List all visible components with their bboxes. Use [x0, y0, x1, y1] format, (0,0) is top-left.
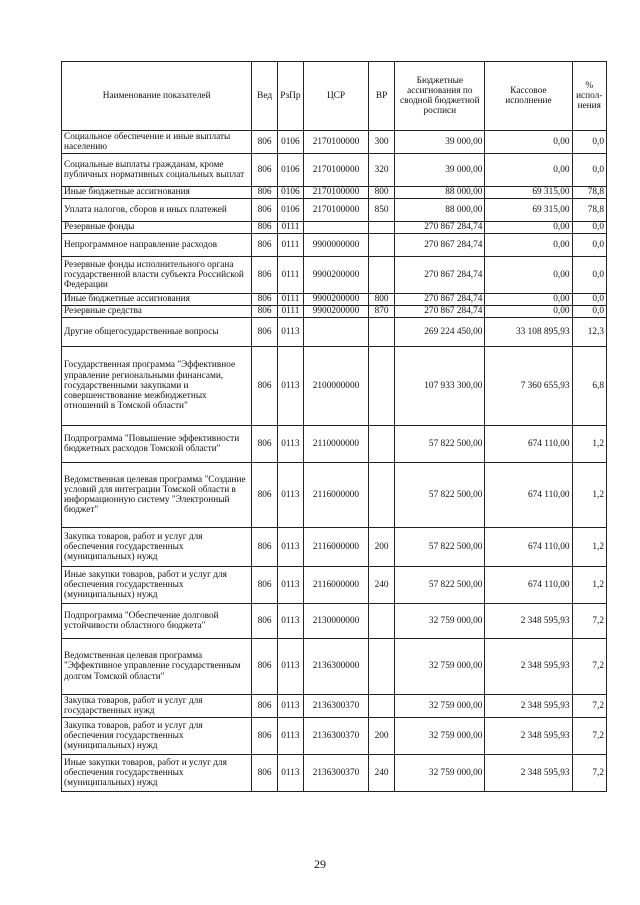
cell-budget-assignments: 107 933 300,00	[395, 347, 485, 426]
cell-department: 806	[252, 718, 277, 755]
cell-execution-percent: 1,2	[572, 528, 607, 567]
cell-expense-type	[368, 463, 394, 528]
cell-execution-percent: 0,0	[572, 234, 607, 257]
cell-department: 806	[252, 639, 277, 695]
cell-expense-type	[368, 222, 394, 234]
cell-target-article: 2136300370	[304, 755, 369, 792]
cell-department: 806	[252, 222, 277, 234]
cell-expense-type	[368, 639, 394, 695]
cell-expense-type: 320	[368, 154, 394, 187]
cell-execution-percent: 12,3	[572, 318, 607, 347]
cell-expense-type	[368, 318, 394, 347]
cell-budget-assignments: 32 759 000,00	[395, 639, 485, 695]
cell-section: 0113	[277, 528, 303, 567]
cell-target-article: 9900200000	[304, 294, 369, 306]
cell-target-article: 2170100000	[304, 131, 369, 154]
cell-target-article: 2100000000	[304, 347, 369, 426]
table-row	[62, 639, 607, 695]
header-budget-assignments: Бюджетные ассигнования по сводной бюджетной росписи	[395, 62, 485, 131]
cell-execution-percent: 0,0	[572, 154, 607, 187]
cell-department: 806	[252, 695, 277, 718]
cell-budget-assignments: 270 867 284,74	[395, 257, 485, 294]
table-row	[62, 755, 607, 792]
cell-indicator-name: Резервные фонды исполнительного органа государственной власти субъекта Российской Федерации	[62, 257, 252, 294]
cell-budget-assignments: 270 867 284,74	[395, 294, 485, 306]
cell-budget-assignments: 57 822 500,00	[395, 567, 485, 604]
cell-cash-execution: 69 315,00	[485, 199, 572, 222]
cell-indicator-name: Закупка товаров, работ и услуг для государственных нужд	[62, 695, 252, 718]
cell-target-article: 2136300370	[304, 718, 369, 755]
cell-cash-execution: 0,00	[485, 257, 572, 294]
cell-cash-execution: 69 315,00	[485, 187, 572, 199]
cell-indicator-name: Резервные средства	[62, 306, 252, 318]
cell-cash-execution: 2 348 595,93	[485, 718, 572, 755]
cell-cash-execution: 674 110,00	[485, 426, 572, 463]
cell-execution-percent: 7,2	[572, 604, 607, 639]
cell-budget-assignments: 270 867 284,74	[395, 306, 485, 318]
cell-execution-percent: 0,0	[572, 131, 607, 154]
table-row	[62, 528, 607, 567]
cell-cash-execution: 2 348 595,93	[485, 639, 572, 695]
cell-indicator-name: Непрограммное направление расходов	[62, 234, 252, 257]
cell-indicator-name: Резервные фонды	[62, 222, 252, 234]
cell-target-article: 2116000000	[304, 463, 369, 528]
cell-section: 0113	[277, 567, 303, 604]
table-body	[62, 131, 607, 792]
cell-department: 806	[252, 199, 277, 222]
cell-cash-execution: 0,00	[485, 222, 572, 234]
cell-expense-type: 850	[368, 199, 394, 222]
cell-department: 806	[252, 528, 277, 567]
cell-section: 0111	[277, 306, 303, 318]
cell-execution-percent: 0,0	[572, 294, 607, 306]
cell-execution-percent: 7,2	[572, 639, 607, 695]
cell-expense-type: 870	[368, 306, 394, 318]
cell-indicator-name: Подпрограмма "Обеспечение долговой устойчивости областного бюджета"	[62, 604, 252, 639]
cell-department: 806	[252, 306, 277, 318]
cell-expense-type	[368, 695, 394, 718]
cell-target-article: 2116000000	[304, 567, 369, 604]
cell-budget-assignments: 32 759 000,00	[395, 718, 485, 755]
cell-budget-assignments: 88 000,00	[395, 187, 485, 199]
cell-indicator-name: Иные бюджетные ассигнования	[62, 187, 252, 199]
cell-budget-assignments: 269 224 450,00	[395, 318, 485, 347]
cell-execution-percent: 1,2	[572, 426, 607, 463]
table-row	[62, 257, 607, 294]
cell-target-article: 9900200000	[304, 306, 369, 318]
cell-execution-percent: 7,2	[572, 755, 607, 792]
cell-department: 806	[252, 347, 277, 426]
table-row	[62, 306, 607, 318]
table-row	[62, 294, 607, 306]
cell-target-article: 2116000000	[304, 528, 369, 567]
cell-execution-percent: 0,0	[572, 257, 607, 294]
cell-expense-type	[368, 234, 394, 257]
cell-indicator-name: Закупка товаров, работ и услуг для обеспечения государственных (муниципальных) нужд	[62, 718, 252, 755]
cell-expense-type	[368, 426, 394, 463]
table-row	[62, 604, 607, 639]
cell-section: 0111	[277, 222, 303, 234]
cell-cash-execution: 0,00	[485, 154, 572, 187]
cell-department: 806	[252, 426, 277, 463]
cell-target-article: 2136300000	[304, 639, 369, 695]
cell-target-article: 2136300370	[304, 695, 369, 718]
cell-cash-execution: 2 348 595,93	[485, 695, 572, 718]
cell-target-article	[304, 222, 369, 234]
header-target-article: ЦСР	[304, 62, 369, 131]
cell-indicator-name: Уплата налогов, сборов и иных платежей	[62, 199, 252, 222]
cell-cash-execution: 674 110,00	[485, 463, 572, 528]
cell-execution-percent: 78,8	[572, 199, 607, 222]
table-row	[62, 154, 607, 187]
cell-section: 0111	[277, 234, 303, 257]
cell-section: 0106	[277, 154, 303, 187]
cell-expense-type	[368, 257, 394, 294]
cell-indicator-name: Социальное обеспечение и иные выплаты населению	[62, 131, 252, 154]
cell-expense-type: 200	[368, 718, 394, 755]
cell-section: 0113	[277, 718, 303, 755]
cell-cash-execution: 0,00	[485, 131, 572, 154]
cell-department: 806	[252, 187, 277, 199]
cell-expense-type: 200	[368, 528, 394, 567]
cell-expense-type: 800	[368, 187, 394, 199]
table-row	[62, 199, 607, 222]
cell-cash-execution: 0,00	[485, 294, 572, 306]
cell-expense-type: 800	[368, 294, 394, 306]
cell-department: 806	[252, 131, 277, 154]
header-indicator-name: Наименование показателей	[62, 62, 252, 131]
table-row	[62, 187, 607, 199]
cell-indicator-name: Ведомственная целевая программа "Создание условий для интеграции Томской области в информационную систему "Электронный бюджет"	[62, 463, 252, 528]
cell-department: 806	[252, 318, 277, 347]
cell-budget-assignments: 39 000,00	[395, 154, 485, 187]
table-row	[62, 695, 607, 718]
cell-section: 0113	[277, 426, 303, 463]
cell-execution-percent: 78,8	[572, 187, 607, 199]
cell-target-article: 2170100000	[304, 199, 369, 222]
cell-expense-type	[368, 347, 394, 426]
header-section: РзПр	[277, 62, 303, 131]
cell-expense-type	[368, 604, 394, 639]
cell-execution-percent: 1,2	[572, 463, 607, 528]
cell-target-article: 9900000000	[304, 234, 369, 257]
cell-target-article: 2170100000	[304, 187, 369, 199]
cell-section: 0113	[277, 639, 303, 695]
table-row	[62, 463, 607, 528]
page-number: 29	[314, 857, 326, 871]
cell-department: 806	[252, 463, 277, 528]
cell-cash-execution: 0,00	[485, 234, 572, 257]
cell-section: 0113	[277, 604, 303, 639]
cell-indicator-name: Государственная программа "Эффективное управление региональными финансами, государственными закупками и совершенствование межбюджетных отношений в Томской области"	[62, 347, 252, 426]
cell-budget-assignments: 32 759 000,00	[395, 755, 485, 792]
cell-execution-percent: 7,2	[572, 695, 607, 718]
cell-indicator-name: Другие общегосударственные вопросы	[62, 318, 252, 347]
cell-indicator-name: Иные бюджетные ассигнования	[62, 294, 252, 306]
cell-department: 806	[252, 234, 277, 257]
cell-execution-percent: 0,0	[572, 306, 607, 318]
cell-expense-type: 240	[368, 755, 394, 792]
table-row	[62, 426, 607, 463]
table-row	[62, 567, 607, 604]
cell-execution-percent: 1,2	[572, 567, 607, 604]
cell-expense-type: 240	[368, 567, 394, 604]
cell-section: 0113	[277, 755, 303, 792]
header-expense-type: ВР	[368, 62, 394, 131]
table-row	[62, 234, 607, 257]
cell-target-article: 2170100000	[304, 154, 369, 187]
cell-department: 806	[252, 154, 277, 187]
cell-indicator-name: Иные закупки товаров, работ и услуг для обеспечения государственных (муниципальных) нужд	[62, 755, 252, 792]
cell-cash-execution: 2 348 595,93	[485, 604, 572, 639]
table-row	[62, 222, 607, 234]
cell-budget-assignments: 39 000,00	[395, 131, 485, 154]
cell-budget-assignments: 32 759 000,00	[395, 695, 485, 718]
cell-budget-assignments: 57 822 500,00	[395, 463, 485, 528]
cell-department: 806	[252, 257, 277, 294]
cell-budget-assignments: 270 867 284,74	[395, 222, 485, 234]
cell-cash-execution: 674 110,00	[485, 567, 572, 604]
table-header-row	[62, 62, 607, 131]
cell-department: 806	[252, 567, 277, 604]
cell-target-article: 2130000000	[304, 604, 369, 639]
cell-budget-assignments: 270 867 284,74	[395, 234, 485, 257]
cell-execution-percent: 0,0	[572, 222, 607, 234]
cell-execution-percent: 6,8	[572, 347, 607, 426]
cell-section: 0106	[277, 199, 303, 222]
cell-indicator-name: Закупка товаров, работ и услуг для обеспечения государственных (муниципальных) нужд	[62, 528, 252, 567]
cell-section: 0111	[277, 294, 303, 306]
cell-expense-type: 300	[368, 131, 394, 154]
header-cash-execution: Кассовое исполнение	[485, 62, 572, 131]
table-row	[62, 318, 607, 347]
cell-cash-execution: 0,00	[485, 306, 572, 318]
cell-target-article: 2110000000	[304, 426, 369, 463]
cell-indicator-name: Подпрограмма "Повышение эффективности бюджетных расходов Томской области"	[62, 426, 252, 463]
header-execution-percent: % испол-нения	[572, 62, 607, 131]
cell-section: 0113	[277, 318, 303, 347]
cell-indicator-name: Иные закупки товаров, работ и услуг для обеспечения государственных (муниципальных) нужд	[62, 567, 252, 604]
cell-section: 0106	[277, 131, 303, 154]
header-department: Вед	[252, 62, 277, 131]
cell-indicator-name: Ведомственная целевая программа "Эффективное управление государственным долгом Томской области"	[62, 639, 252, 695]
cell-target-article	[304, 318, 369, 347]
budget-execution-table	[61, 61, 607, 792]
cell-section: 0113	[277, 347, 303, 426]
cell-department: 806	[252, 604, 277, 639]
cell-department: 806	[252, 755, 277, 792]
cell-section: 0113	[277, 463, 303, 528]
cell-cash-execution: 674 110,00	[485, 528, 572, 567]
cell-target-article: 9900200000	[304, 257, 369, 294]
cell-department: 806	[252, 294, 277, 306]
cell-indicator-name: Социальные выплаты гражданам, кроме публичных нормативных социальных выплат	[62, 154, 252, 187]
cell-section: 0111	[277, 257, 303, 294]
cell-section: 0113	[277, 695, 303, 718]
cell-cash-execution: 7 360 655,93	[485, 347, 572, 426]
cell-budget-assignments: 32 759 000,00	[395, 604, 485, 639]
cell-budget-assignments: 88 000,00	[395, 199, 485, 222]
cell-cash-execution: 2 348 595,93	[485, 755, 572, 792]
cell-budget-assignments: 57 822 500,00	[395, 426, 485, 463]
cell-cash-execution: 33 108 895,93	[485, 318, 572, 347]
cell-budget-assignments: 57 822 500,00	[395, 528, 485, 567]
table-row	[62, 347, 607, 426]
table-row	[62, 131, 607, 154]
table-row	[62, 718, 607, 755]
cell-section: 0106	[277, 187, 303, 199]
cell-execution-percent: 7,2	[572, 718, 607, 755]
